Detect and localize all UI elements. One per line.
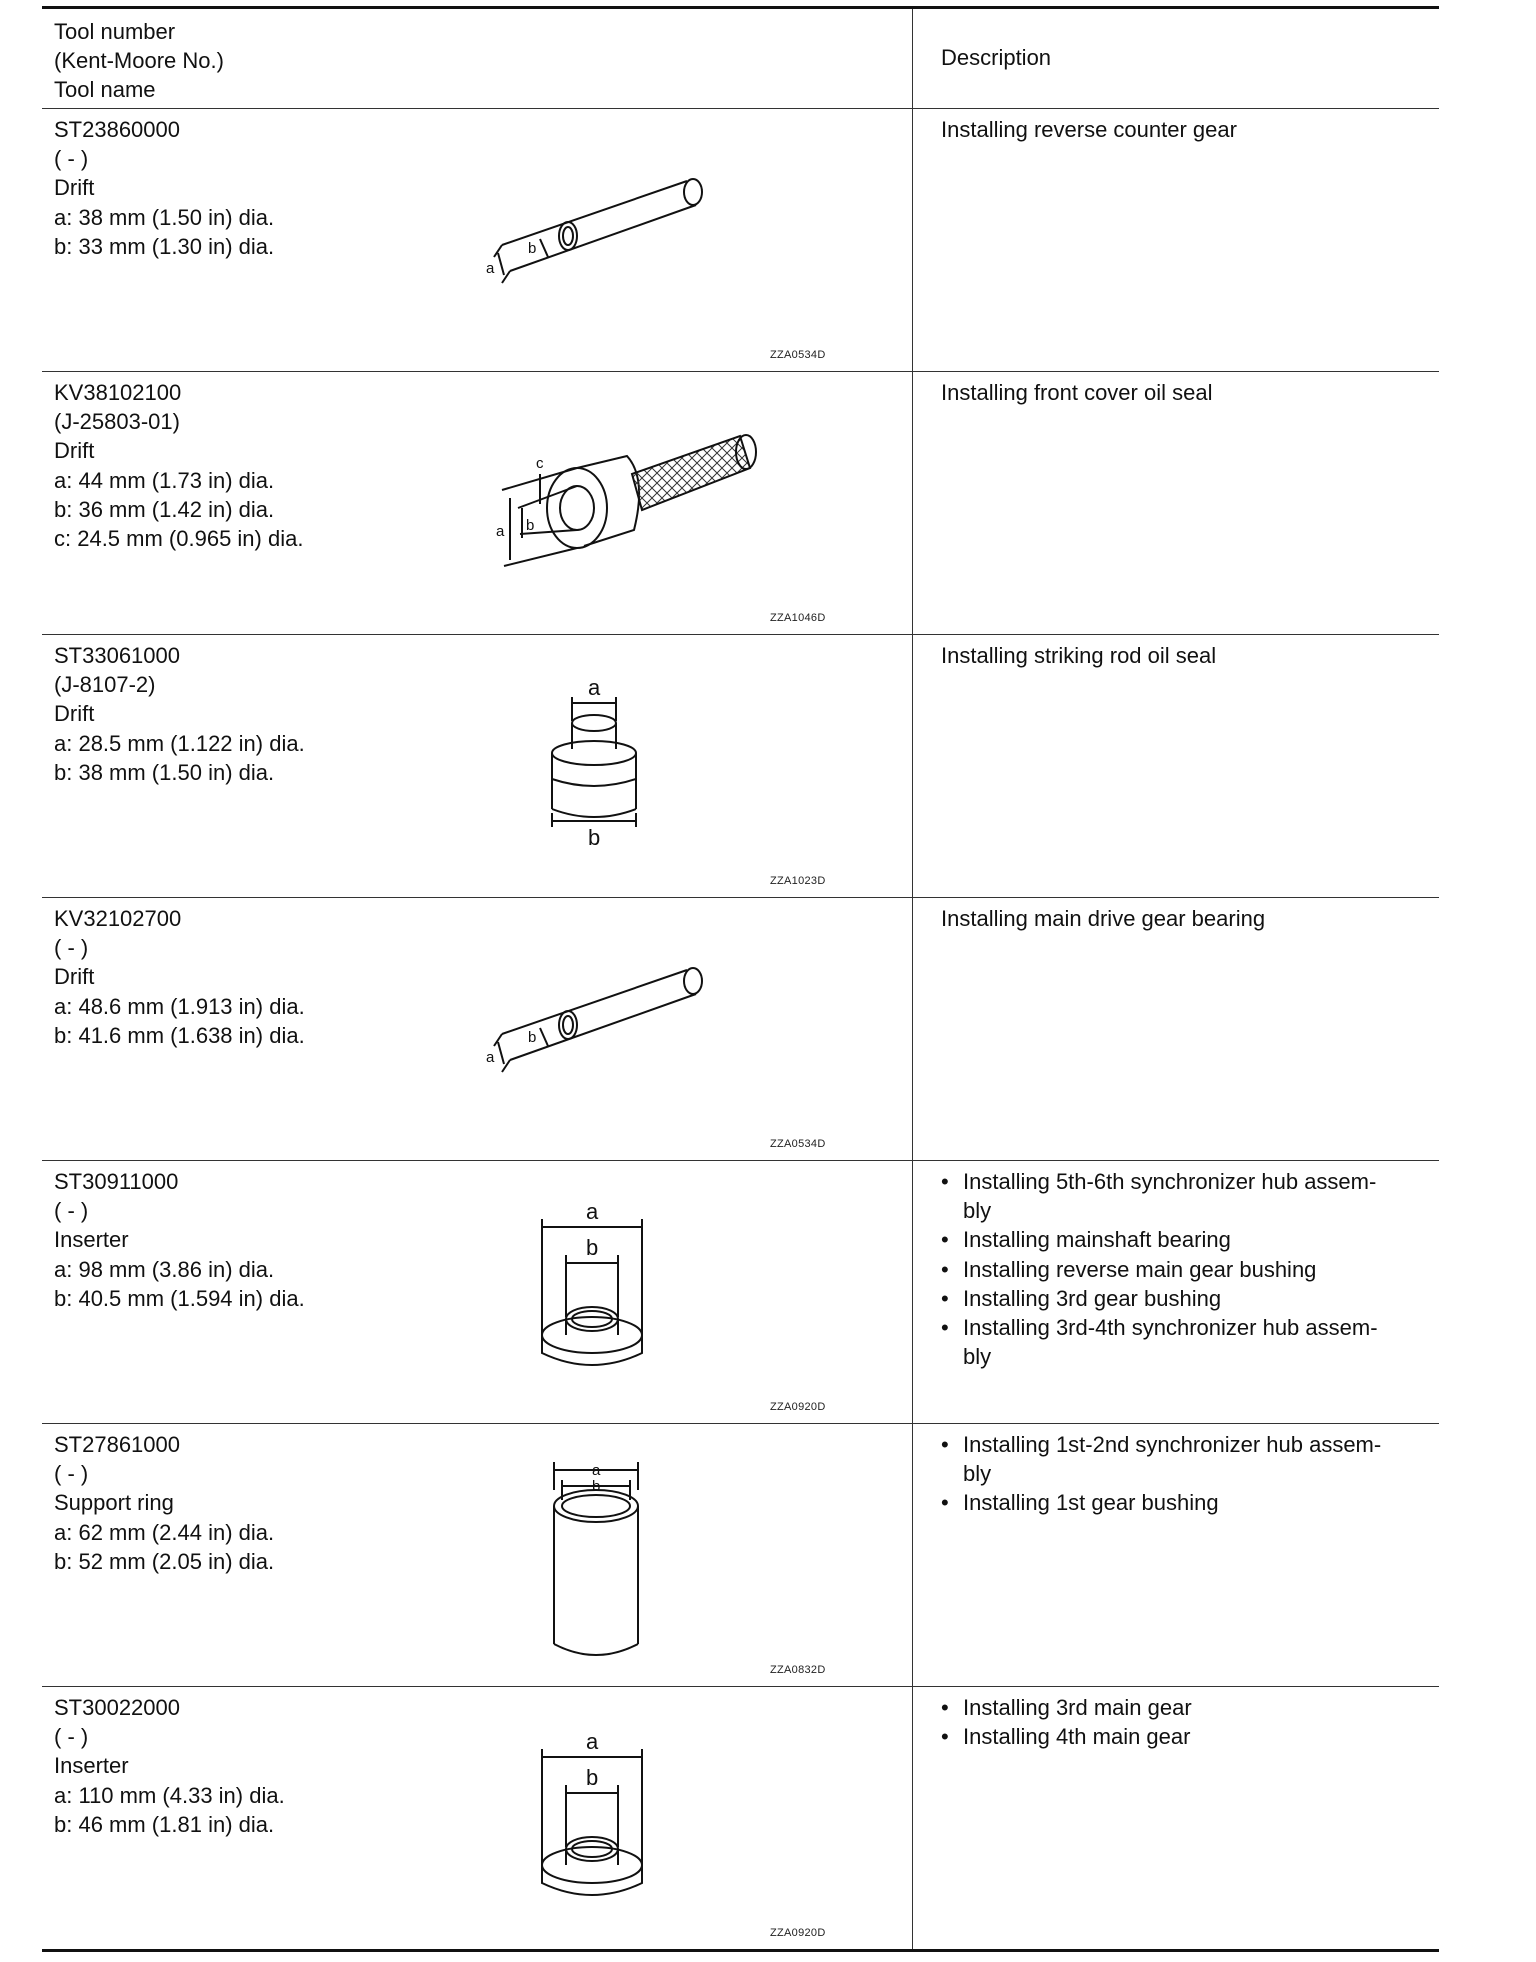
- tool-number: ST23860000: [54, 117, 180, 142]
- special-service-tools-table: [42, 6, 1439, 1952]
- tool-cell: [42, 1424, 913, 1687]
- list-item: [941, 1693, 1423, 1722]
- tool-info: [54, 1693, 285, 1839]
- illustration-code: ZZA0534D: [770, 349, 826, 361]
- description-list: [941, 1430, 1423, 1518]
- description-list: [941, 1167, 1423, 1371]
- drift-tube-illustration: [482, 115, 902, 365]
- tool-spec: b: 40.5 mm (1.594 in) dia.: [54, 1285, 305, 1311]
- tool-name: Inserter: [54, 1753, 129, 1779]
- stepped-drift-illustration: [482, 641, 902, 891]
- dim-label-a: a: [486, 1049, 495, 1066]
- dim-label-b: b: [586, 1235, 599, 1260]
- tool-number: ST33061000: [54, 643, 180, 668]
- tool-spec: b: 38 mm (1.50 in) dia.: [54, 759, 275, 785]
- illustration-code: ZZA0920D: [770, 1401, 826, 1413]
- dim-label-b: b: [526, 517, 535, 534]
- description-cell: [913, 898, 1440, 1161]
- support-ring-illustration: [482, 1430, 902, 1680]
- dim-label-a: a: [586, 1729, 599, 1754]
- tool-number: KV32102700: [54, 906, 182, 931]
- list-item: [941, 1225, 1423, 1254]
- table-row: [42, 109, 1439, 372]
- kent-moore-number: (J-8107-2): [54, 672, 156, 698]
- tool-spec: a: 28.5 mm (1.122 in) dia.: [54, 730, 305, 756]
- tool-cell: [42, 109, 913, 372]
- list-item-text: Installing 1st-2nd synchronizer hub assem- bly: [963, 1432, 1382, 1487]
- header-tool-column: [42, 8, 913, 109]
- kent-moore-number: ( - ): [54, 935, 89, 961]
- tool-name: Drift: [54, 175, 95, 201]
- dim-label-a: a: [496, 523, 505, 540]
- list-item: [941, 1722, 1423, 1751]
- table-row: [42, 1424, 1439, 1687]
- tool-cell: [42, 635, 913, 898]
- illustration-code: ZZA0832D: [770, 1664, 826, 1676]
- tool-name: Inserter: [54, 1227, 129, 1253]
- tool-spec: a: 110 mm (4.33 in) dia.: [54, 1782, 285, 1808]
- illustration-code: ZZA0534D: [770, 1138, 826, 1150]
- dim-label-a: a: [588, 675, 601, 700]
- list-item: [941, 1488, 1423, 1517]
- tool-spec: b: 36 mm (1.42 in) dia.: [54, 496, 275, 522]
- tool-info: [54, 904, 305, 1050]
- list-item-text: Installing mainshaft bearing: [963, 1227, 1231, 1253]
- tool-spec: a: 62 mm (2.44 in) dia.: [54, 1519, 275, 1545]
- dim-label-b: b: [528, 240, 537, 257]
- knurled-drift-illustration: [482, 378, 902, 628]
- tool-info: [54, 1430, 274, 1576]
- tool-spec: a: 44 mm (1.73 in) dia.: [54, 467, 275, 493]
- drift-tube-illustration: [482, 904, 902, 1154]
- header-description-column: [913, 8, 1440, 109]
- tool-spec: a: 48.6 mm (1.913 in) dia.: [54, 993, 305, 1019]
- inserter-illustration: [482, 1693, 902, 1943]
- description-list: [941, 1693, 1423, 1751]
- kent-moore-number: ( - ): [54, 146, 89, 172]
- tool-spec: c: 24.5 mm (0.965 in) dia.: [54, 526, 304, 552]
- tool-spec: b: 33 mm (1.30 in) dia.: [54, 233, 275, 259]
- table-row: [42, 372, 1439, 635]
- list-item: [941, 1284, 1423, 1313]
- dim-label-c: c: [536, 455, 544, 472]
- list-item: [941, 1167, 1423, 1225]
- list-item-text: Installing 3rd gear bushing: [963, 1285, 1222, 1311]
- dim-label-b: b: [588, 825, 601, 850]
- description-cell: [913, 1687, 1440, 1951]
- table-header-row: [42, 8, 1439, 109]
- dim-label-b: b: [592, 1478, 601, 1495]
- tool-spec: a: 38 mm (1.50 in) dia.: [54, 204, 275, 230]
- description-text: Installing striking rod oil seal: [941, 643, 1217, 668]
- description-text: Installing front cover oil seal: [941, 380, 1213, 405]
- tool-spec: a: 98 mm (3.86 in) dia.: [54, 1256, 275, 1282]
- dim-label-b: b: [586, 1765, 599, 1790]
- description-cell: [913, 635, 1440, 898]
- description-cell: [913, 372, 1440, 635]
- tool-name: Drift: [54, 964, 95, 990]
- table-row: [42, 635, 1439, 898]
- dim-label-a: a: [592, 1462, 601, 1479]
- list-item-text: Installing 5th-6th synchronizer hub assem- bly: [963, 1169, 1377, 1224]
- list-item-text: Installing 4th main gear: [963, 1724, 1191, 1750]
- kent-moore-number: ( - ): [54, 1198, 89, 1224]
- description-cell: [913, 1161, 1440, 1424]
- dim-label-b: b: [528, 1029, 537, 1046]
- tool-cell: [42, 372, 913, 635]
- tool-spec: b: 41.6 mm (1.638 in) dia.: [54, 1022, 305, 1048]
- illustration-code: ZZA1023D: [770, 875, 826, 887]
- table-row: [42, 1161, 1439, 1424]
- description-text: Installing main drive gear bearing: [941, 906, 1266, 931]
- tool-info: [54, 378, 303, 553]
- tool-number: KV38102100: [54, 380, 182, 405]
- list-item-text: Installing reverse main gear bushing: [963, 1256, 1317, 1282]
- header-description: Description: [941, 45, 1052, 70]
- tool-name: Support ring: [54, 1490, 174, 1516]
- tool-info: [54, 115, 274, 261]
- list-item-text: Installing 3rd-4th synchronizer hub assem- bly: [963, 1315, 1378, 1370]
- list-item: [941, 1313, 1423, 1371]
- table-row: [42, 898, 1439, 1161]
- header-kent-moore: (Kent-Moore No.): [54, 48, 224, 73]
- tool-name: Drift: [54, 701, 95, 727]
- list-item: [941, 1255, 1423, 1284]
- tool-name: Drift: [54, 438, 95, 464]
- tool-number: ST30911000: [54, 1169, 179, 1194]
- illustration-code: ZZA0920D: [770, 1927, 826, 1939]
- header-tool-name: Tool name: [54, 77, 156, 102]
- description-cell: [913, 109, 1440, 372]
- dim-label-a: a: [586, 1199, 599, 1224]
- dim-label-a: a: [486, 260, 495, 277]
- kent-moore-number: ( - ): [54, 1724, 89, 1750]
- inserter-illustration: [482, 1167, 902, 1417]
- tool-spec: b: 46 mm (1.81 in) dia.: [54, 1811, 275, 1837]
- tool-info: [54, 1167, 305, 1313]
- tool-number: ST30022000: [54, 1695, 180, 1720]
- table-row: [42, 1687, 1439, 1951]
- tool-cell: [42, 898, 913, 1161]
- list-item-text: Installing 1st gear bushing: [963, 1490, 1219, 1516]
- kent-moore-number: ( - ): [54, 1461, 89, 1487]
- tool-spec: b: 52 mm (2.05 in) dia.: [54, 1548, 275, 1574]
- description-text: Installing reverse counter gear: [941, 117, 1237, 142]
- illustration-code: ZZA1046D: [770, 612, 826, 624]
- tool-info: [54, 641, 305, 787]
- description-cell: [913, 1424, 1440, 1687]
- tool-cell: [42, 1687, 913, 1951]
- tool-cell: [42, 1161, 913, 1424]
- list-item: [941, 1430, 1423, 1488]
- tool-number: ST27861000: [54, 1432, 180, 1457]
- list-item-text: Installing 3rd main gear: [963, 1695, 1192, 1720]
- header-tool-number: Tool number: [54, 19, 176, 44]
- kent-moore-number: (J-25803-01): [54, 409, 180, 435]
